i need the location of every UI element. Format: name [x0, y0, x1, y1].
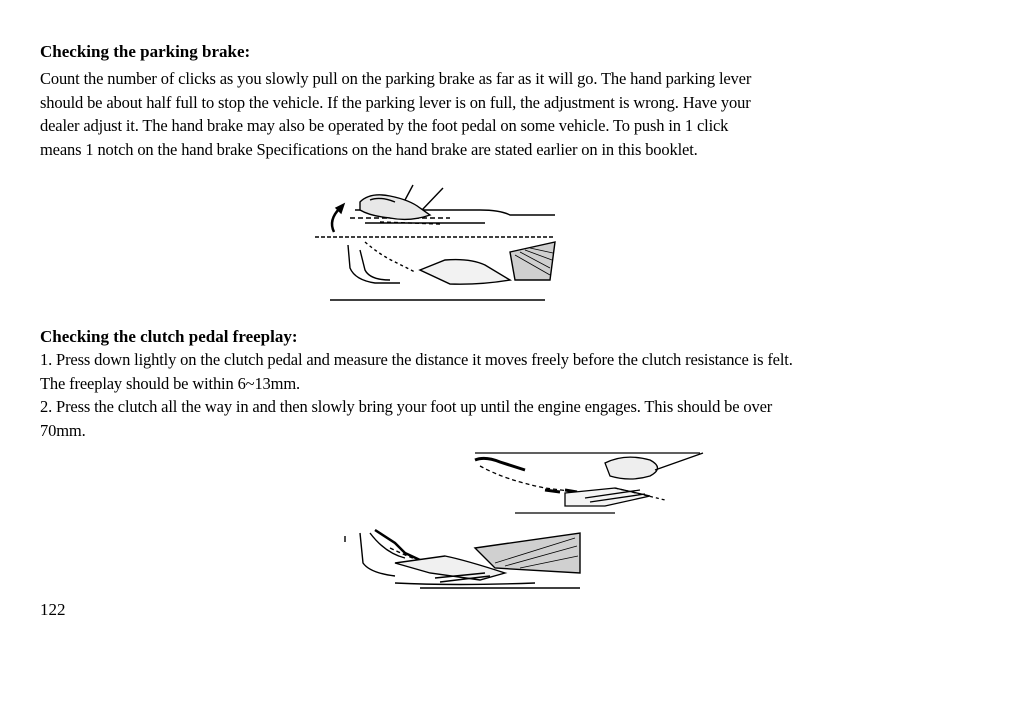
parking-brake-instructions: [40, 67, 980, 161]
parking-brake-line: dealer adjust it. The hand brake may also be operated by the foot pedal on some vehicle. To push in 1 click: [40, 116, 729, 135]
page-number: 122: [40, 600, 66, 619]
clutch-pedal-illustration-bottom: [335, 518, 585, 593]
parking-brake-line: should be about half full to stop the vehicle. If the parking lever is on full, the adjustment is wrong. Have your: [40, 92, 751, 112]
clutch-pedal-instructions: [40, 348, 990, 442]
parking-brake-line: means 1 notch on the hand brake Specifications on the hand brake are stated earlier on in this booklet.: [40, 139, 698, 159]
parking-brake-line: Count the number of clicks as you slowly pull on the parking brake as far as it will go. The hand parking lever: [40, 69, 752, 88]
clutch-pedal-line: 70mm.: [40, 420, 86, 440]
parking-brake-illustration: [310, 180, 560, 305]
clutch-pedal-illustration-top: [465, 448, 710, 518]
clutch-pedal-line: 1. Press down lightly on the clutch pedal and measure the distance it moves freely before the clutch resistance is felt.: [40, 350, 793, 369]
clutch-pedal-heading: Checking the clutch pedal freeplay:: [40, 327, 298, 346]
parking-brake-heading: Checking the parking brake:: [40, 42, 251, 61]
clutch-pedal-line: The freeplay should be within 6~13mm.: [40, 373, 300, 393]
clutch-pedal-line: 2. Press the clutch all the way in and then slowly bring your foot up until the engine engages. This should be over: [40, 397, 773, 416]
